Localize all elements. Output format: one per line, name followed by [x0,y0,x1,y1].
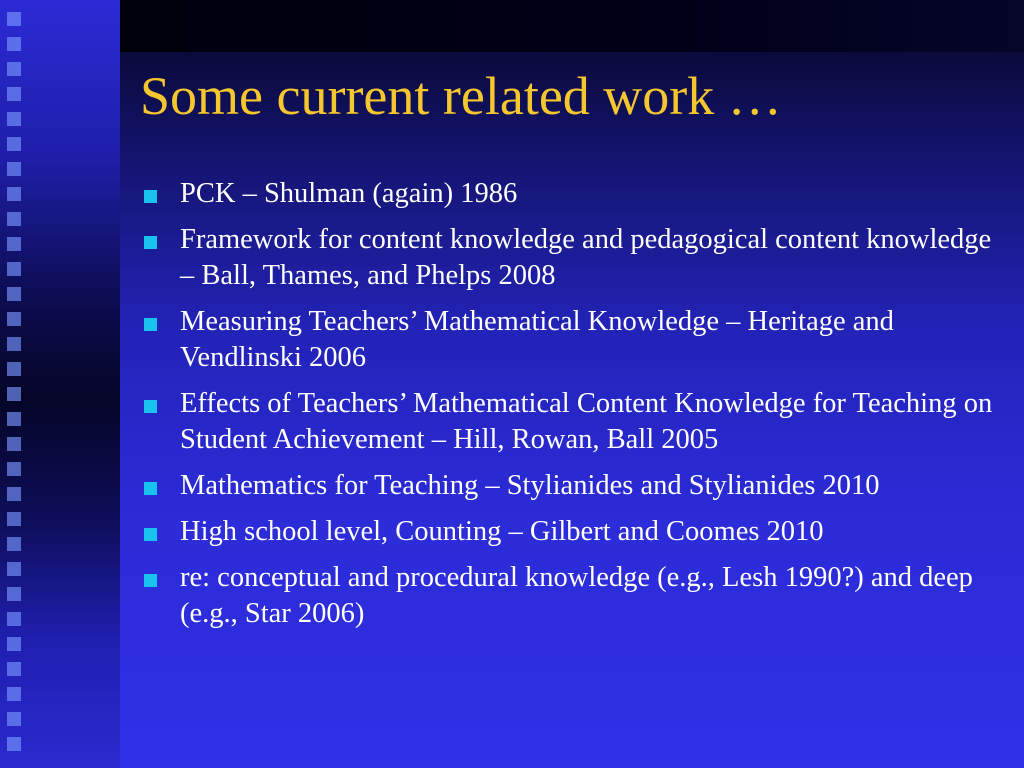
bullet-text: Mathematics for Teaching – Stylianides and Stylianides 2010 [180,470,880,501]
bullet-text: High school level, Counting – Gilbert and Coomes 2010 [180,516,824,547]
bullet-item [140,176,1010,212]
bullet-text: Framework for content knowledge and pedagogical content knowledge – Ball, Thames, and Phelps 2008 [180,224,992,291]
bullet-item [140,468,1010,504]
square-bullet-icon [144,236,157,249]
slide-title: Some current related work … [140,66,782,126]
top-dark-band [120,0,1024,52]
bullet-item [140,514,1010,550]
bullet-list [140,176,1010,642]
bullet-text: PCK – Shulman (again) 1986 [180,178,518,209]
bullet-item [140,560,1010,632]
bullet-text: re: conceptual and procedural knowledge (e.g., Lesh 1990?) and deep (e.g., Star 2006) [180,562,973,629]
left-decorative-strip [0,0,120,768]
square-bullet-icon [144,400,157,413]
square-bullet-icon [144,528,157,541]
bullet-text: Effects of Teachers’ Mathematical Content Knowledge for Teaching on Student Achievement – Hill, Rowan, Ball 2005 [180,388,993,455]
square-bullet-icon [144,318,157,331]
square-pattern-decoration [7,12,29,762]
square-bullet-icon [144,482,157,495]
square-bullet-icon [144,190,157,203]
bullet-item [140,222,1010,294]
square-bullet-icon [144,574,157,587]
bullet-text: Measuring Teachers’ Mathematical Knowledge – Heritage and Vendlinski 2006 [180,306,894,373]
bullet-item [140,386,1010,458]
bullet-item [140,304,1010,376]
